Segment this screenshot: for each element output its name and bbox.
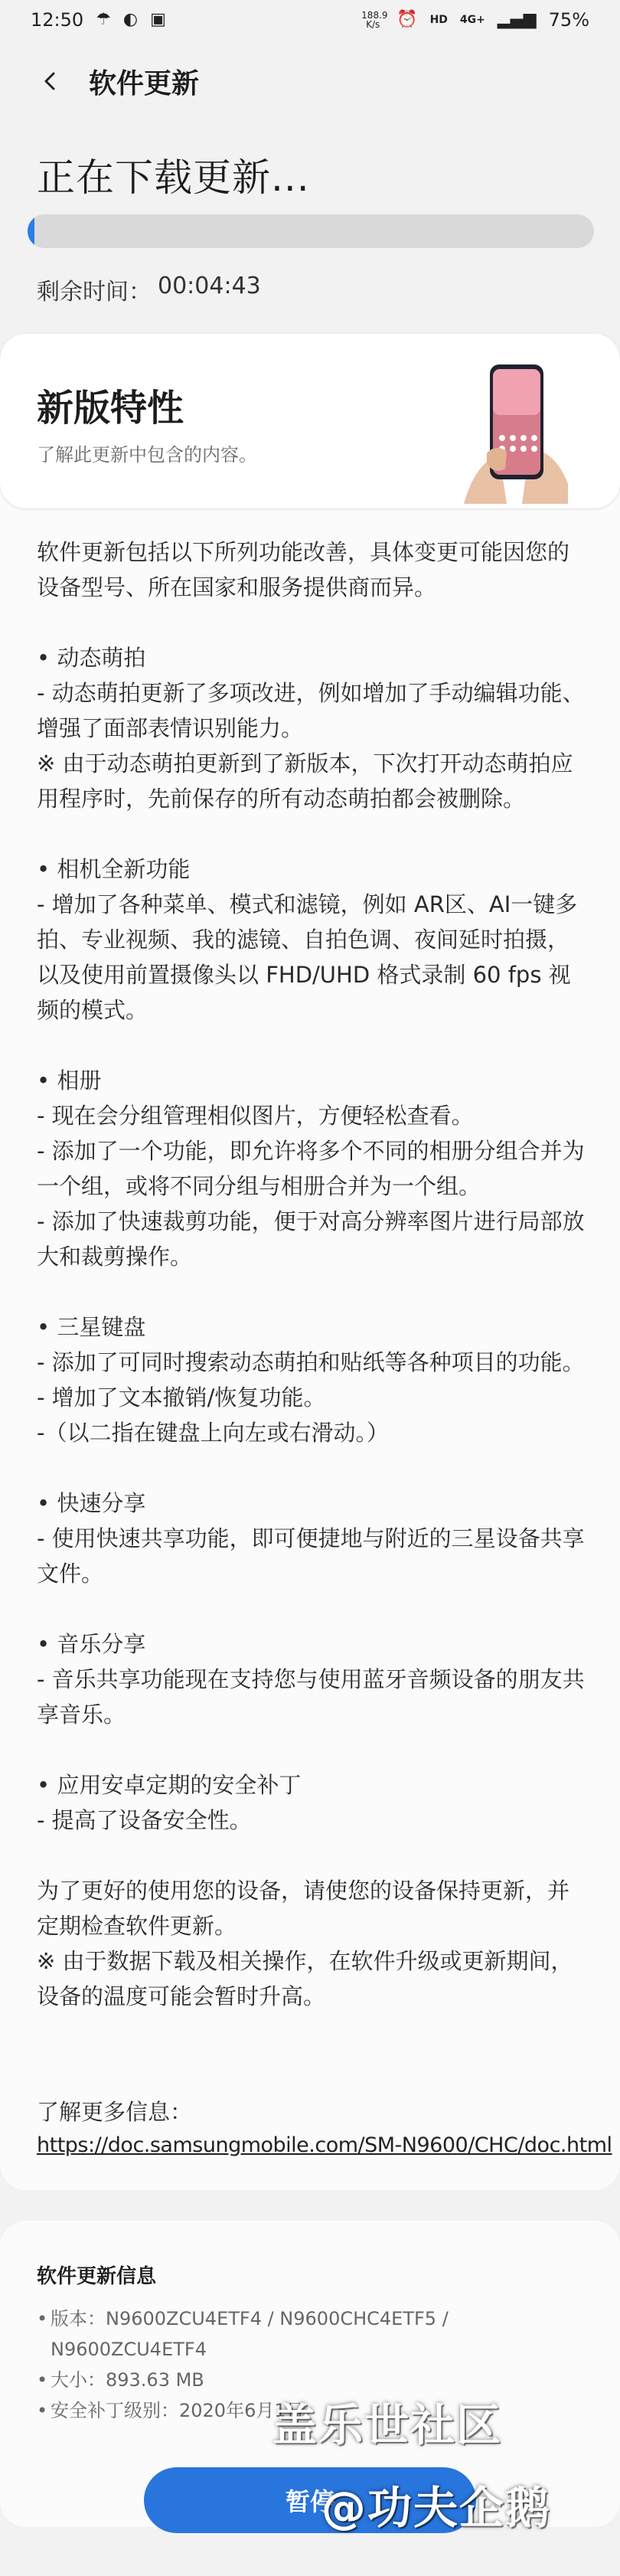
alarm-icon: ⏰ bbox=[396, 10, 418, 29]
update-info-title: 软件更新信息 bbox=[37, 2265, 157, 2288]
clock: 12:50 bbox=[31, 9, 84, 31]
app-notification-icon: ☂ bbox=[96, 10, 111, 29]
whats-new-subtitle: 了解此更新中包含的内容。 bbox=[37, 444, 257, 466]
network-speed-value: 188.9 bbox=[361, 10, 388, 21]
watermark-author: @功夫企鹅 bbox=[321, 2482, 552, 2534]
more-info-link[interactable]: https://doc.samsungmobile.com/SM-N9600/CHC/doc.html bbox=[37, 2133, 612, 2157]
update-info-security-patch-text: 安全补丁级别：2020年6月1日 bbox=[51, 2400, 305, 2421]
bullet-icon: • bbox=[37, 2369, 48, 2391]
network-speed bbox=[361, 10, 388, 30]
battery-level: 75% bbox=[548, 9, 589, 31]
phone-in-hand-illustration bbox=[456, 361, 569, 504]
back-arrow-icon bbox=[40, 70, 61, 92]
whats-new-header bbox=[0, 334, 620, 508]
download-status-title: 正在下载更新... bbox=[37, 155, 310, 200]
pause-button-label: 暂停 bbox=[285, 2487, 334, 2516]
download-progress-fill bbox=[28, 214, 34, 248]
update-info-version bbox=[37, 2303, 573, 2365]
update-info-size-text: 大小：893.63 MB bbox=[51, 2369, 204, 2391]
gallery-icon: ▣ bbox=[150, 10, 166, 29]
status-bar bbox=[0, 0, 620, 40]
back-button[interactable] bbox=[31, 61, 70, 101]
remaining-time-label: 剩余时间： bbox=[37, 279, 152, 306]
bullet-icon: • bbox=[37, 2400, 48, 2421]
remaining-time-value: 00:04:43 bbox=[158, 273, 261, 299]
whats-new-title: 新版特性 bbox=[37, 387, 184, 430]
update-info-version-text: 版本：N9600ZCU4ETF4 / N9600CHC4ETF5 / N9600ZCU4ETF4 bbox=[51, 2308, 449, 2360]
wechat-icon: ◐ bbox=[122, 10, 139, 29]
page-title: 软件更新 bbox=[89, 67, 200, 100]
network-type: 4G+ bbox=[459, 14, 485, 26]
network-speed-unit: K/s bbox=[366, 19, 380, 30]
app-bar bbox=[0, 51, 620, 112]
watermark-community: 盖乐世社区 bbox=[272, 2399, 503, 2451]
remaining-time-row bbox=[37, 273, 261, 306]
more-info-label: 了解更多信息： bbox=[37, 2099, 193, 2125]
hd-icon: HD bbox=[429, 14, 448, 26]
release-notes-body: 软件更新包括以下所列功能改善，具体变更可能因您的设备型号、所在国家和服务提供商而异。 • 动态萌拍 - 动态萌拍更新了多项改进，例如增加了手动编辑功能、增强了面部表情识别能力。 ※ 由于动态萌拍更新到了新版本，下次打开动态萌拍应用程序时，先前保存的所有动态萌拍都会被删除。 • 相机全新功能 - 增加了各种菜单、模式和滤镜，例如 AR区、AI一键多拍、专业视频、我的滤镜、自拍色调、夜间延时拍摄，以及使用前置摄像头以 FHD/UHD 格式录制 60 fps 视频的模式。 • 相册 - 现在会分组管理相似图片，方便轻松查看。 - 添加了一个功能，即允许将多个不同的相册分组合并为一个组，或将不同分组与相册合并为一个组。 - 添加了快速裁剪功能，便于对高分辨率图片进行局部放大和裁剪操作。 • 三星键盘 - 添加了可同时搜索动态萌拍和贴纸等各种项目的功能。 - 增加了文本撤销/恢复功能。 -（以二指在键盘上向左或右滑动。） • 快速分享 - 使用快速共享功能，即可便捷地与附近的三星设备共享文件。 • 音乐分享 - 音乐共享功能现在支持您与使用蓝牙音频设备的朋友共享音乐。 • 应用安卓定期的安全补丁 - 提高了设备安全性。 为了更好的使用您的设备，请使您的设备保持更新，并定期检查软件更新。 ※ 由于数据下载及相关操作，在软件升级或更新期间，设备的温度可能会暂时升高。 bbox=[37, 539, 585, 2009]
signal-icon: ▂▄▆ bbox=[497, 10, 537, 29]
bullet-icon: • bbox=[37, 2308, 48, 2329]
whats-new-card bbox=[0, 334, 620, 2190]
download-progress-bar bbox=[28, 214, 594, 248]
